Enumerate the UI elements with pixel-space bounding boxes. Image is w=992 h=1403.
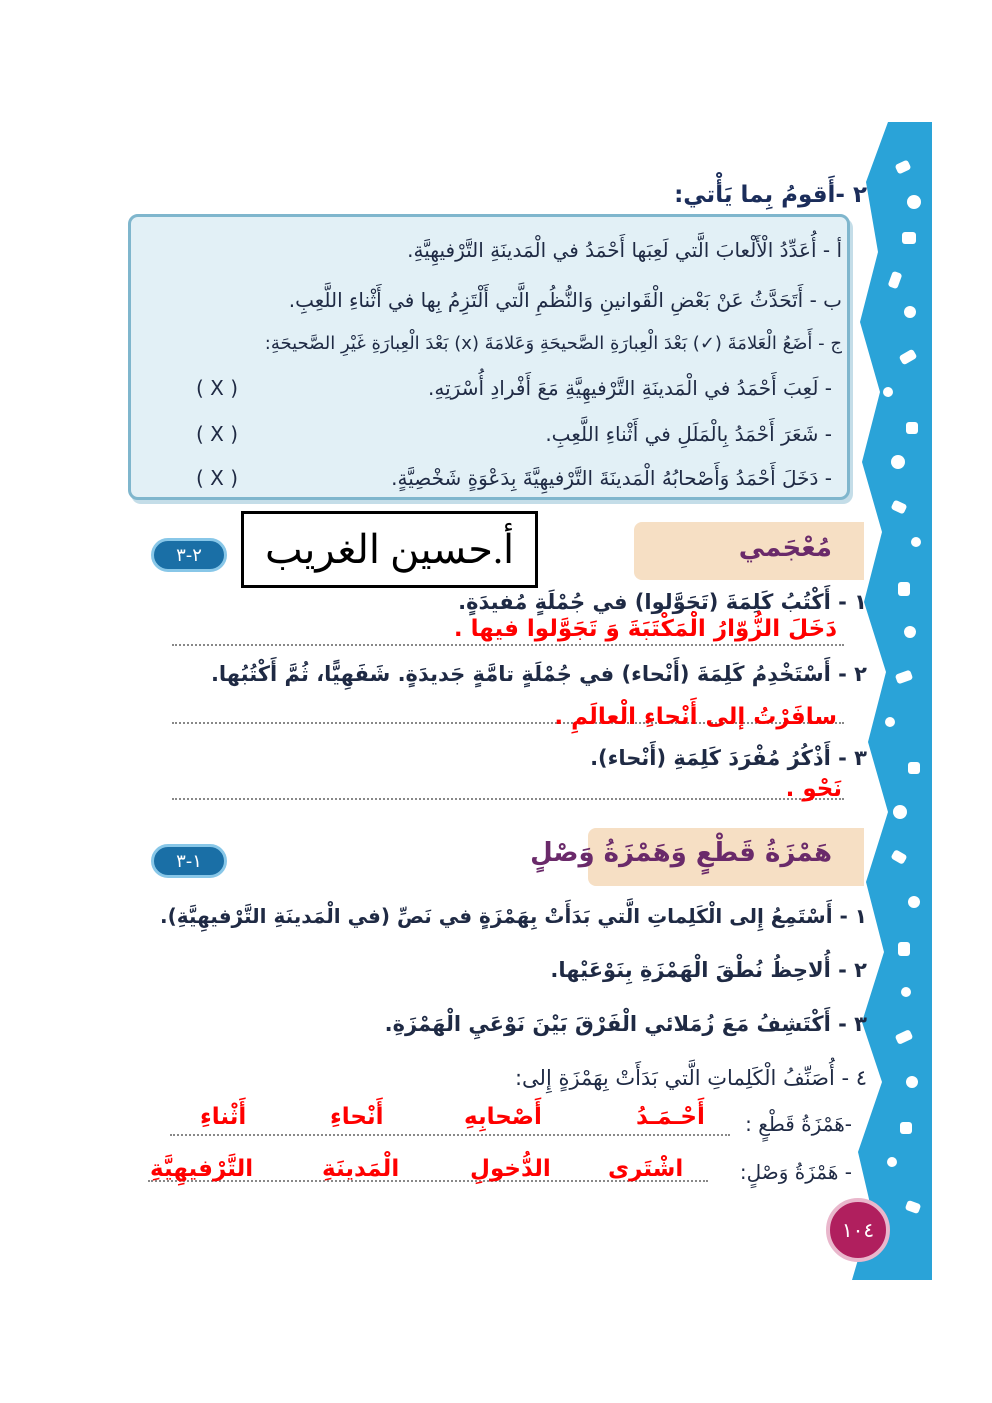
qat-word-2: أَصْحابِهِ	[464, 1104, 542, 1130]
hamza-q2: ٢ - أُلاحِظُ نُطْقَ الْهَمْزَةِ بِنَوْعَيْها.	[550, 958, 867, 982]
statement-1-mark: ( X )	[196, 376, 239, 400]
decorative-side-strip	[852, 122, 932, 1280]
answer-line-3	[172, 798, 844, 800]
qat-word-4: أَثْناءِ	[200, 1104, 247, 1130]
section-2-title: ٢ -أَقومُ بِما يَأْتي:	[674, 182, 867, 208]
statement-3: - دَخَلَ أَحْمَدُ وَأَصْحابُهُ الْمَدينَةَ التَّرْفيهِيَّةَ بِدَعْوَةٍ شَخْصِيَّةٍ.	[391, 466, 832, 490]
statement-1: - لَعِبَ أَحْمَدُ في الْمَدينَةِ التَّرْفيهِيَّةِ مَعَ أَفْرادِ أُسْرَتِهِ.	[428, 376, 832, 400]
statement-2-mark: ( X )	[196, 422, 239, 446]
dictionary-answer-1: دَخَلَ الزُّوّارُ الْمَكْتَبَةَ وَ تَجَوَّلوا فيها .	[453, 616, 837, 642]
hamza-q3: ٣ - أَكْتَشِفُ مَعَ زُمَلائي الْفَرْقَ بَيْنَ نَوْعَيِ الْهَمْزَةِ.	[384, 1012, 867, 1036]
qat-answer-line	[170, 1134, 730, 1136]
hamza-title: هَمْزَةُ قَطْعٍ وَهَمْزَةُ وَصْلٍ	[530, 838, 832, 868]
answer-line-1	[172, 644, 844, 646]
page-number-badge: ١٠٤	[826, 1198, 890, 1262]
qat-word-3: أَنْحاءِ	[330, 1104, 384, 1130]
exercise-item-b: ب - أَتَحَدَّثُ عَنْ بَعْضِ الْقَوانينِ وَالنُّظُمِ الَّتي أَلْتَزِمُ بِها في أَثْناءِ اللَّعِبِ.	[288, 288, 842, 312]
dictionary-q1: ١ - أَكْتُبُ كَلِمَةَ (تَجَوَّلوا) في جُمْلَةٍ مُفيدَةٍ.	[458, 590, 867, 614]
hamza-q1: ١ - أَسْتَمِعُ إِلى الْكَلِماتِ الَّتي بَدَأَتْ بِهَمْزَةٍ في نَصِّ (في الْمَدينَةِ التَّرْفيهِيَّةِ).	[160, 904, 867, 928]
wasl-word-2: الدُّخولِ	[470, 1156, 551, 1182]
hamza-qat-label: -هَمْزَةُ قَطْعٍ :	[745, 1112, 852, 1136]
hamza-wasl-label: - هَمْزَةُ وَصْلٍ:	[739, 1160, 852, 1184]
wasl-word-1: اشْتَرى	[608, 1156, 684, 1182]
exercise-item-c: ج - أَضَعُ الْعَلامَةَ (✓) بَعْدَ الْعِبارَةِ الصَّحيحَةِ وَعَلامَةَ (x) بَعْدَ الْعِبارَةِ غَيْرِ الصَّحيحَةِ:	[264, 333, 842, 354]
statement-2: - شَعَرَ أَحْمَدُ بِالْمَلَلِ في أَثْناءِ اللَّعِبِ.	[545, 422, 832, 446]
dictionary-q3: ٣ - أَذْكُرُ مُفْرَدَ كَلِمَةِ (أَنْحاء).	[590, 746, 867, 770]
hamza-q4: ٤ - أُصَنِّفُ الْكَلِماتِ الَّتي بَدَأَتْ بِهَمْزَةٍ إِلى:	[514, 1066, 867, 1090]
teacher-name-box: أ.حسين الغريب	[241, 511, 538, 588]
wasl-word-4: التَّرْفيهِيَّةِ	[150, 1156, 254, 1182]
wasl-word-3: الْمَدينَةِ	[322, 1156, 400, 1182]
dictionary-answer-3: نَحْو .	[785, 776, 842, 802]
statement-3-mark: ( X )	[196, 466, 239, 490]
dictionary-lesson-badge: ٢-٣	[151, 538, 227, 572]
dictionary-title: مُعْجَمي	[738, 533, 832, 563]
hamza-lesson-badge: ١-٣	[151, 844, 227, 878]
dictionary-answer-2: سافَرْتُ إلى أَنْحاءِ الْعالَمِ .	[554, 704, 837, 730]
dictionary-q2: ٢ - أَسْتَخْدِمُ كَلِمَةَ (أَنْحاء) في جُمْلَةٍ تامَّةٍ جَديدَةٍ. شَفَهِيًّا، ثُمَّ أَكْتُبُها.	[210, 662, 867, 686]
exercise-item-a: أ - أُعَدِّدُ الْأَلْعابَ الَّتي لَعِبَها أَحْمَدُ في الْمَدينَةِ التَّرْفيهِيَّةِ.	[407, 238, 842, 262]
qat-word-1: أَحْـمَـدُ	[636, 1104, 705, 1130]
